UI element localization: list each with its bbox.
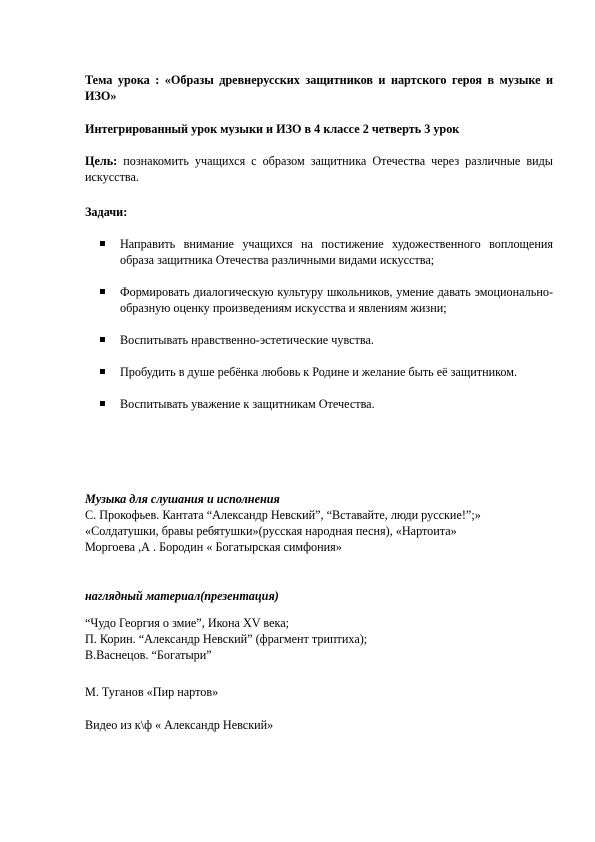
list-item [100, 396, 553, 412]
music-item: Моргоева ,А . Бородин « Богатырская симфония» [85, 540, 342, 554]
visual-material-list [85, 615, 553, 663]
square-bullet-icon [100, 401, 105, 406]
list-item [100, 332, 553, 348]
visual-item: П. Корин. “Александр Невский” (фрагмент триптиха); [85, 632, 368, 646]
visual-item: “Чудо Георгия о змие”, Икона XV века; [85, 616, 290, 630]
goal-label: Цель: [85, 154, 118, 168]
task-text: Воспитывать нравственно-эстетические чувства. [120, 333, 374, 347]
list-item [100, 284, 553, 316]
list-item [100, 236, 553, 268]
visual-item: В.Васнецов. “Богатыри” [85, 648, 212, 662]
music-heading: Музыка для слушания и исполнения [85, 492, 280, 506]
task-text: Воспитывать уважение к защитникам Отечества. [120, 397, 375, 411]
tuganov-painting: М. Туганов «Пир нартов» [85, 685, 219, 699]
lesson-type: Интегрированный урок музыки и ИЗО в 4 классе 2 четверть 3 урок [85, 122, 460, 136]
lesson-goal [85, 153, 553, 185]
tasks-heading: Задачи: [85, 205, 128, 219]
square-bullet-icon [100, 241, 105, 246]
lesson-title: Тема урока : «Образы древнерусских защитников и нартского героя в музыке и ИЗО» [85, 73, 553, 103]
goal-text: познакомить учащихся с образом защитника Отечества через различные виды искусства. [85, 154, 553, 184]
task-list [100, 236, 553, 428]
square-bullet-icon [100, 337, 105, 342]
square-bullet-icon [100, 289, 105, 294]
square-bullet-icon [100, 369, 105, 374]
music-list [85, 507, 553, 555]
music-item: С. Прокофьев. Кантата “Александр Невский”, “Вставайте, люди русские!”;» [85, 508, 481, 522]
task-text: Формировать диалогическую культуру школьников, умение давать эмоционально-образную оценку произведениям искусства и явлениям жизни; [120, 285, 553, 315]
video-material: Видео из к\ф « Александр Невский» [85, 718, 274, 732]
task-text: Пробудить в душе ребёнка любовь к Родине и желание быть её защитником. [120, 365, 518, 379]
music-item: «Солдатушки, бравы ребятушки»(русская народная песня), «Нартоита» [85, 524, 457, 538]
task-text: Направить внимание учащихся на постижение художественного воплощения образа защитника Отечества различными видами искусства; [120, 237, 553, 267]
visual-material-heading: наглядный материал(презентация) [85, 589, 279, 603]
list-item [100, 364, 553, 380]
